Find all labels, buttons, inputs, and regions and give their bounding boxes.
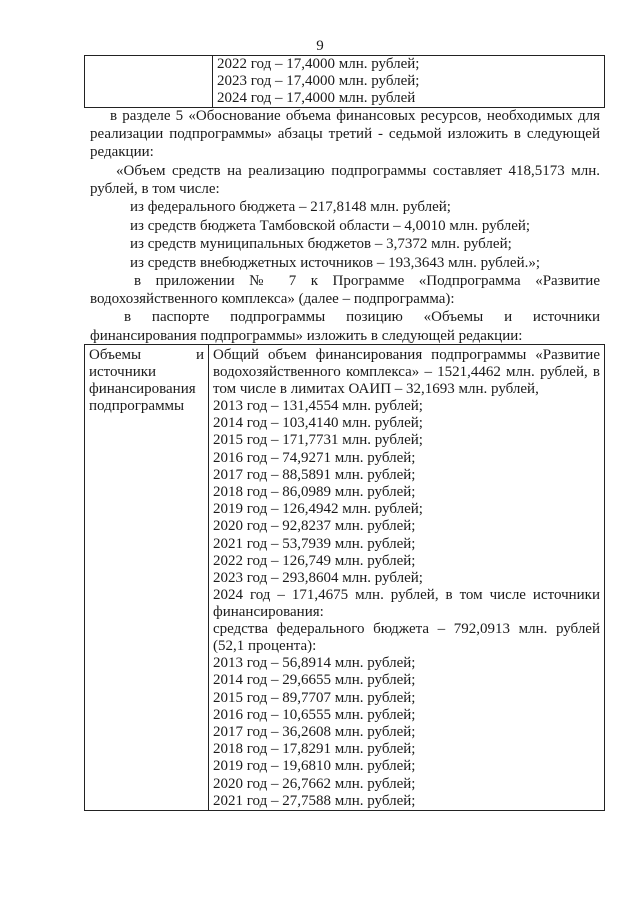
year-amount: 2015 год – 171,7731 млн. рублей; <box>213 432 423 449</box>
continuation-table <box>84 55 605 108</box>
year-amount: 2018 год – 86,0989 млн. рублей; <box>213 484 416 501</box>
continuation-line: 2023 год – 17,4000 млн. рублей; <box>217 73 420 89</box>
year-amount: 2014 год – 103,4140 млн. рублей; <box>213 415 423 432</box>
federal-year-amount: 2016 год – 10,6555 млн. рублей; <box>213 706 416 723</box>
federal-year-amount: 2015 год – 89,7707 млн. рублей; <box>213 689 416 706</box>
funding-source-item: из средств муниципальных бюджетов – 3,7372 млн. рублей; <box>130 236 512 253</box>
continuation-values-cell <box>213 56 605 108</box>
year-amount: 2021 год – 53,7939 млн. рублей; <box>213 535 416 552</box>
funding-source-item: из средств бюджета Тамбовской области – 4,0010 млн. рублей; <box>130 217 531 234</box>
passport-label: Объемы и источники финансирования подпрограммы <box>89 347 204 414</box>
year-amount: 2019 год – 126,4942 млн. рублей; <box>213 501 423 518</box>
federal-year-amount: 2019 год – 19,6810 млн. рублей; <box>213 758 416 775</box>
paragraph-passport: в паспорте подпрограммы позицию «Объемы и источники финансирования подпрограммы» изложить в следующей редакции: <box>90 309 600 344</box>
year-amount: 2017 год – 88,5891 млн. рублей; <box>213 466 416 483</box>
total-volume-intro: Общий объем финансирования подпрограммы «Развитие водохозяйственного комплекса» – 1521,4462 млн. рублей, в том числе в лимитах ОАИП – 32,1693 млн. рублей, <box>213 347 600 397</box>
federal-year-amount: 2021 год – 27,7588 млн. рублей; <box>213 792 416 809</box>
continuation-line: 2024 год – 17,4000 млн. рублей <box>217 90 416 106</box>
year-amount: 2016 год – 74,9271 млн. рублей; <box>213 449 416 466</box>
paragraph-section5: в разделе 5 «Обоснование объема финансовых ресурсов, необходимых для реализации подпрограммы» абзацы третий - седьмой изложить в следующей редакции: <box>90 108 600 161</box>
federal-year-amount: 2018 год – 17,8291 млн. рублей; <box>213 741 416 758</box>
continuation-line: 2022 год – 17,4000 млн. рублей; <box>217 56 420 72</box>
document-body <box>90 107 600 345</box>
federal-year-amount: 2017 год – 36,2608 млн. рублей; <box>213 724 416 741</box>
passport-label-cell <box>85 345 209 811</box>
federal-year-amount: 2013 год – 56,8914 млн. рублей; <box>213 655 416 672</box>
funding-source-item: из федерального бюджета – 217,8148 млн. рублей; <box>130 199 451 216</box>
paragraph-appendix: в приложении № 7 к Программе «Подпрограмма «Развитие водохозяйственного комплекса» (далее – подпрограмма): <box>90 273 600 308</box>
page-number: 9 <box>316 38 324 54</box>
year-amount: 2023 год – 293,8604 млн. рублей; <box>213 570 423 587</box>
passport-table <box>84 344 605 811</box>
passport-content-cell <box>209 345 605 811</box>
funding-source-item: из средств внебюджетных источников – 193,3643 млн. рублей.»; <box>130 254 541 271</box>
year-amount: 2013 год – 131,4554 млн. рублей; <box>213 398 423 414</box>
continuation-label-cell <box>85 56 213 108</box>
federal-year-amount: 2020 год – 26,7662 млн. рублей; <box>213 775 416 792</box>
federal-budget-intro: средства федерального бюджета – 792,0913 млн. рублей (52,1 процента): <box>213 621 600 655</box>
funding-sources-list <box>90 198 600 272</box>
federal-year-amount: 2014 год – 29,6655 млн. рублей; <box>213 672 416 689</box>
year-amount: 2020 год – 92,8237 млн. рублей; <box>213 518 416 535</box>
paragraph-volume: «Объем средств на реализацию подпрограммы составляет 418,5173 млн. рублей, в том числе: <box>90 162 600 197</box>
year-2024-amount: 2024 год – 171,4675 млн. рублей, в том числе источники финансирования: <box>213 587 600 621</box>
year-amount: 2022 год – 126,749 млн. рублей; <box>213 552 416 569</box>
